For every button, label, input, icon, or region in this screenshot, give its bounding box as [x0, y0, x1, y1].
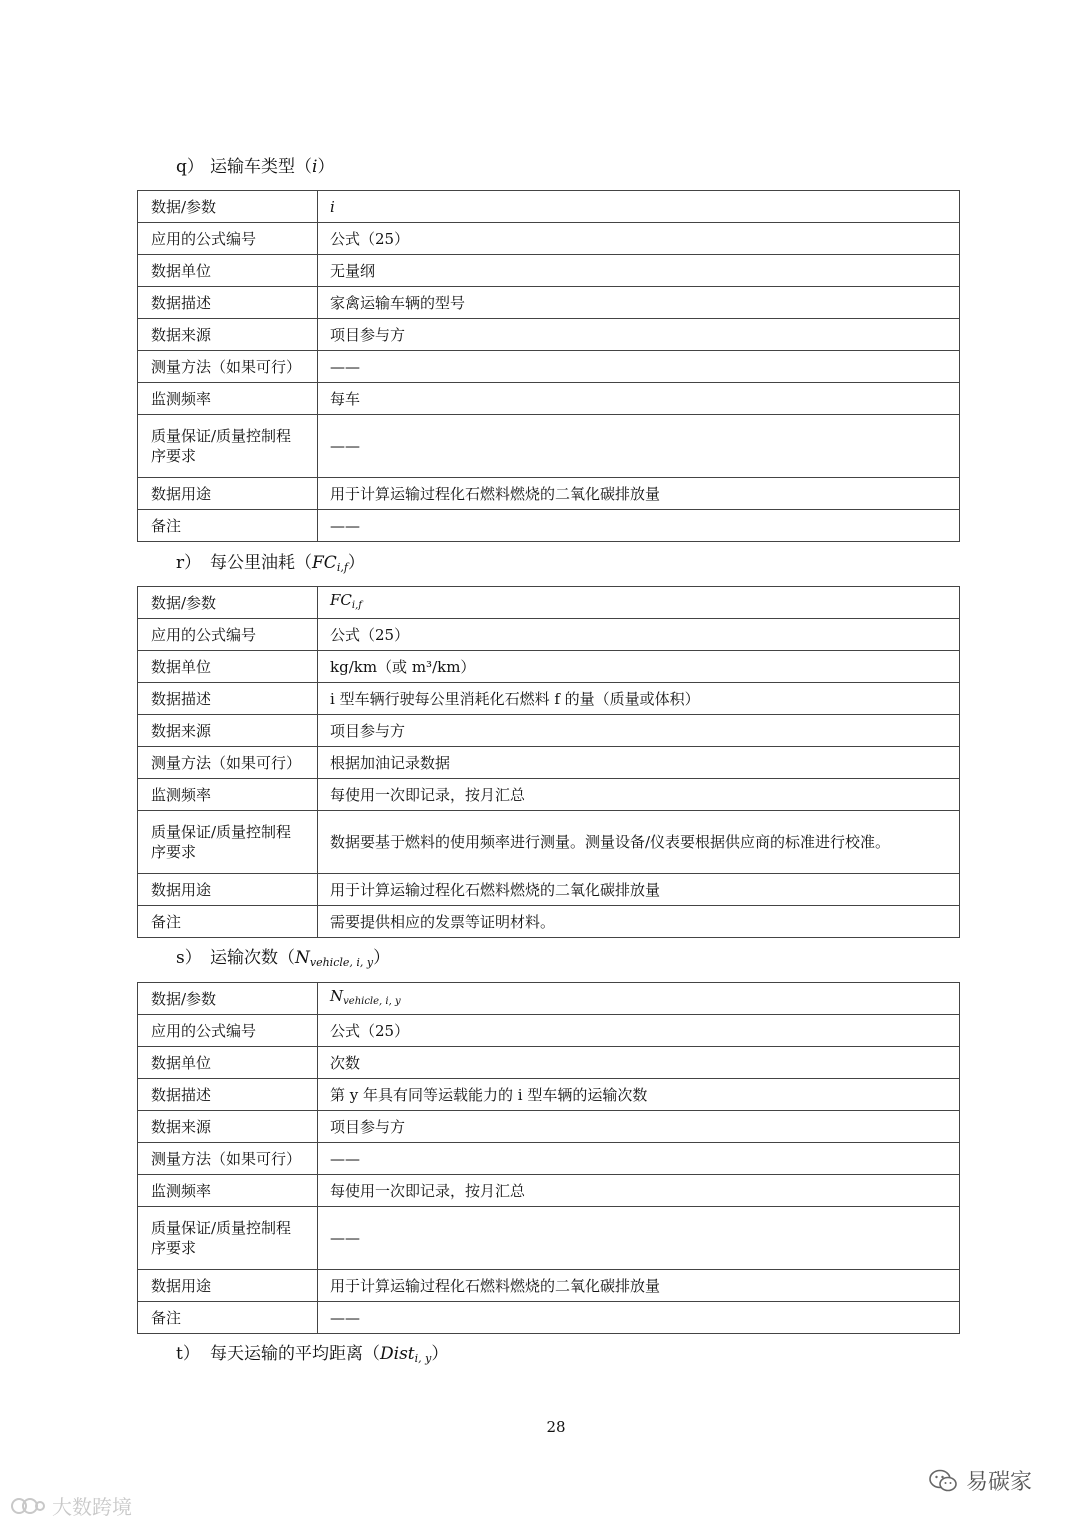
- row-label: 数据/参数: [138, 983, 318, 1015]
- section-s-table: [137, 982, 960, 1334]
- watermark-right: [928, 1465, 1032, 1496]
- row-label: 数据/参数: [138, 587, 318, 619]
- row-label: 数据用途: [138, 874, 318, 906]
- table-row: [138, 1111, 960, 1143]
- row-label: 质量保证/质量控制程序要求: [138, 415, 318, 478]
- table-row: [138, 383, 960, 415]
- table-row: [138, 255, 960, 287]
- section-q-table: [137, 190, 960, 542]
- row-label: 监测频率: [138, 779, 318, 811]
- table-row: [138, 319, 960, 351]
- table-row: [138, 1175, 960, 1207]
- row-label: 数据单位: [138, 651, 318, 683]
- section-r-heading: r） 每公里油耗$(FC_{i,f})$: [176, 553, 365, 574]
- row-value: kg/km（或 m³/km）: [318, 651, 960, 683]
- row-label: 数据/参数: [138, 191, 318, 223]
- page-number: 28: [546, 1418, 566, 1436]
- table-row: [138, 1270, 960, 1302]
- row-label: 数据用途: [138, 1270, 318, 1302]
- table-row: [138, 351, 960, 383]
- row-value: ——: [318, 1302, 960, 1334]
- row-label: 数据单位: [138, 1047, 318, 1079]
- symbol-main: i: [330, 197, 335, 216]
- row-value: 用于计算运输过程化石燃料燃烧的二氧化碳排放量: [318, 478, 960, 510]
- row-symbol: [318, 587, 960, 619]
- table-row: [138, 811, 960, 874]
- table-row: [138, 651, 960, 683]
- row-label: 备注: [138, 1302, 318, 1334]
- row-label: 监测频率: [138, 1175, 318, 1207]
- table-row: [138, 287, 960, 319]
- table-row: [138, 1207, 960, 1270]
- row-value: ——: [318, 351, 960, 383]
- table-row: [138, 510, 960, 542]
- section-s-heading: s） 运输次数$(N_{vehicle, i, y})$: [176, 948, 391, 969]
- row-value: 公式（25）: [318, 1015, 960, 1047]
- row-value: 次数: [318, 1047, 960, 1079]
- row-value: 项目参与方: [318, 319, 960, 351]
- row-symbol: [318, 191, 960, 223]
- row-value: ——: [318, 415, 960, 478]
- row-label: 数据用途: [138, 478, 318, 510]
- table-row: [138, 415, 960, 478]
- row-label: 数据来源: [138, 1111, 318, 1143]
- row-label: 数据描述: [138, 683, 318, 715]
- table-row: [138, 779, 960, 811]
- watermark-right-text: 易碳家: [966, 1470, 1033, 1495]
- row-label: 测量方法（如果可行）: [138, 747, 318, 779]
- row-value: 每车: [318, 383, 960, 415]
- symbol-subscript: vehicle, i, y: [343, 995, 401, 1007]
- row-value: 项目参与方: [318, 1111, 960, 1143]
- row-value: 根据加油记录数据: [318, 747, 960, 779]
- row-label: 数据描述: [138, 1079, 318, 1111]
- row-label: 应用的公式编号: [138, 1015, 318, 1047]
- symbol-subscript: i,f: [351, 599, 362, 611]
- table-row: [138, 874, 960, 906]
- section-r-table: [137, 586, 960, 938]
- table-row: [138, 906, 960, 938]
- table-row: [138, 1015, 960, 1047]
- row-value: 需要提供相应的发票等证明材料。: [318, 906, 960, 938]
- row-value: 用于计算运输过程化石燃料燃烧的二氧化碳排放量: [318, 1270, 960, 1302]
- table-row: [138, 619, 960, 651]
- row-value: ——: [318, 1207, 960, 1270]
- row-value: 每使用一次即记录，按月汇总: [318, 779, 960, 811]
- section-q-heading: q） 运输车类型（i）: [176, 157, 335, 177]
- row-value: 第 y 年具有同等运载能力的 i 型车辆的运输次数: [318, 1079, 960, 1111]
- row-label: 数据单位: [138, 255, 318, 287]
- row-value: 项目参与方: [318, 715, 960, 747]
- row-value: 家禽运输车辆的型号: [318, 287, 960, 319]
- row-value: 无量纲: [318, 255, 960, 287]
- table-row: [138, 983, 960, 1015]
- table-row: [138, 1143, 960, 1175]
- link-logo-icon: [10, 1495, 46, 1517]
- row-symbol: [318, 983, 960, 1015]
- table-row: [138, 478, 960, 510]
- row-label: 应用的公式编号: [138, 619, 318, 651]
- symbol-main: FC: [330, 590, 352, 609]
- table-row: [138, 747, 960, 779]
- row-label: 应用的公式编号: [138, 223, 318, 255]
- symbol-main: N: [330, 986, 344, 1005]
- table-row: [138, 683, 960, 715]
- row-label: 测量方法（如果可行）: [138, 1143, 318, 1175]
- table-row: [138, 1302, 960, 1334]
- table-row: [138, 223, 960, 255]
- section-t-heading: t） 每天运输的平均距离（Dist$_{i, y}$）: [176, 1344, 449, 1365]
- table-row: [138, 1079, 960, 1111]
- table-row: [138, 715, 960, 747]
- row-value: i 型车辆行驶每公里消耗化石燃料 f 的量（质量或体积）: [318, 683, 960, 715]
- row-label: 数据描述: [138, 287, 318, 319]
- row-label: 测量方法（如果可行）: [138, 351, 318, 383]
- row-value: ——: [318, 1143, 960, 1175]
- row-value: 数据要基于燃料的使用频率进行测量。测量设备/仪表要根据供应商的标准进行校准。: [318, 811, 960, 874]
- row-label: 数据来源: [138, 319, 318, 351]
- row-label: 备注: [138, 906, 318, 938]
- row-label: 质量保证/质量控制程序要求: [138, 1207, 318, 1270]
- watermark-left-text: 大数跨境: [52, 1495, 132, 1519]
- row-value: ——: [318, 510, 960, 542]
- table-row: [138, 587, 960, 619]
- row-value: 每使用一次即记录，按月汇总: [318, 1175, 960, 1207]
- row-label: 监测频率: [138, 383, 318, 415]
- wechat-icon: [928, 1468, 958, 1494]
- row-label: 数据来源: [138, 715, 318, 747]
- row-value: 用于计算运输过程化石燃料燃烧的二氧化碳排放量: [318, 874, 960, 906]
- row-value: 公式（25）: [318, 619, 960, 651]
- row-value: 公式（25）: [318, 223, 960, 255]
- watermark-left: [10, 1491, 132, 1520]
- table-row: [138, 1047, 960, 1079]
- row-label: 备注: [138, 510, 318, 542]
- table-row: [138, 191, 960, 223]
- row-label: 质量保证/质量控制程序要求: [138, 811, 318, 874]
